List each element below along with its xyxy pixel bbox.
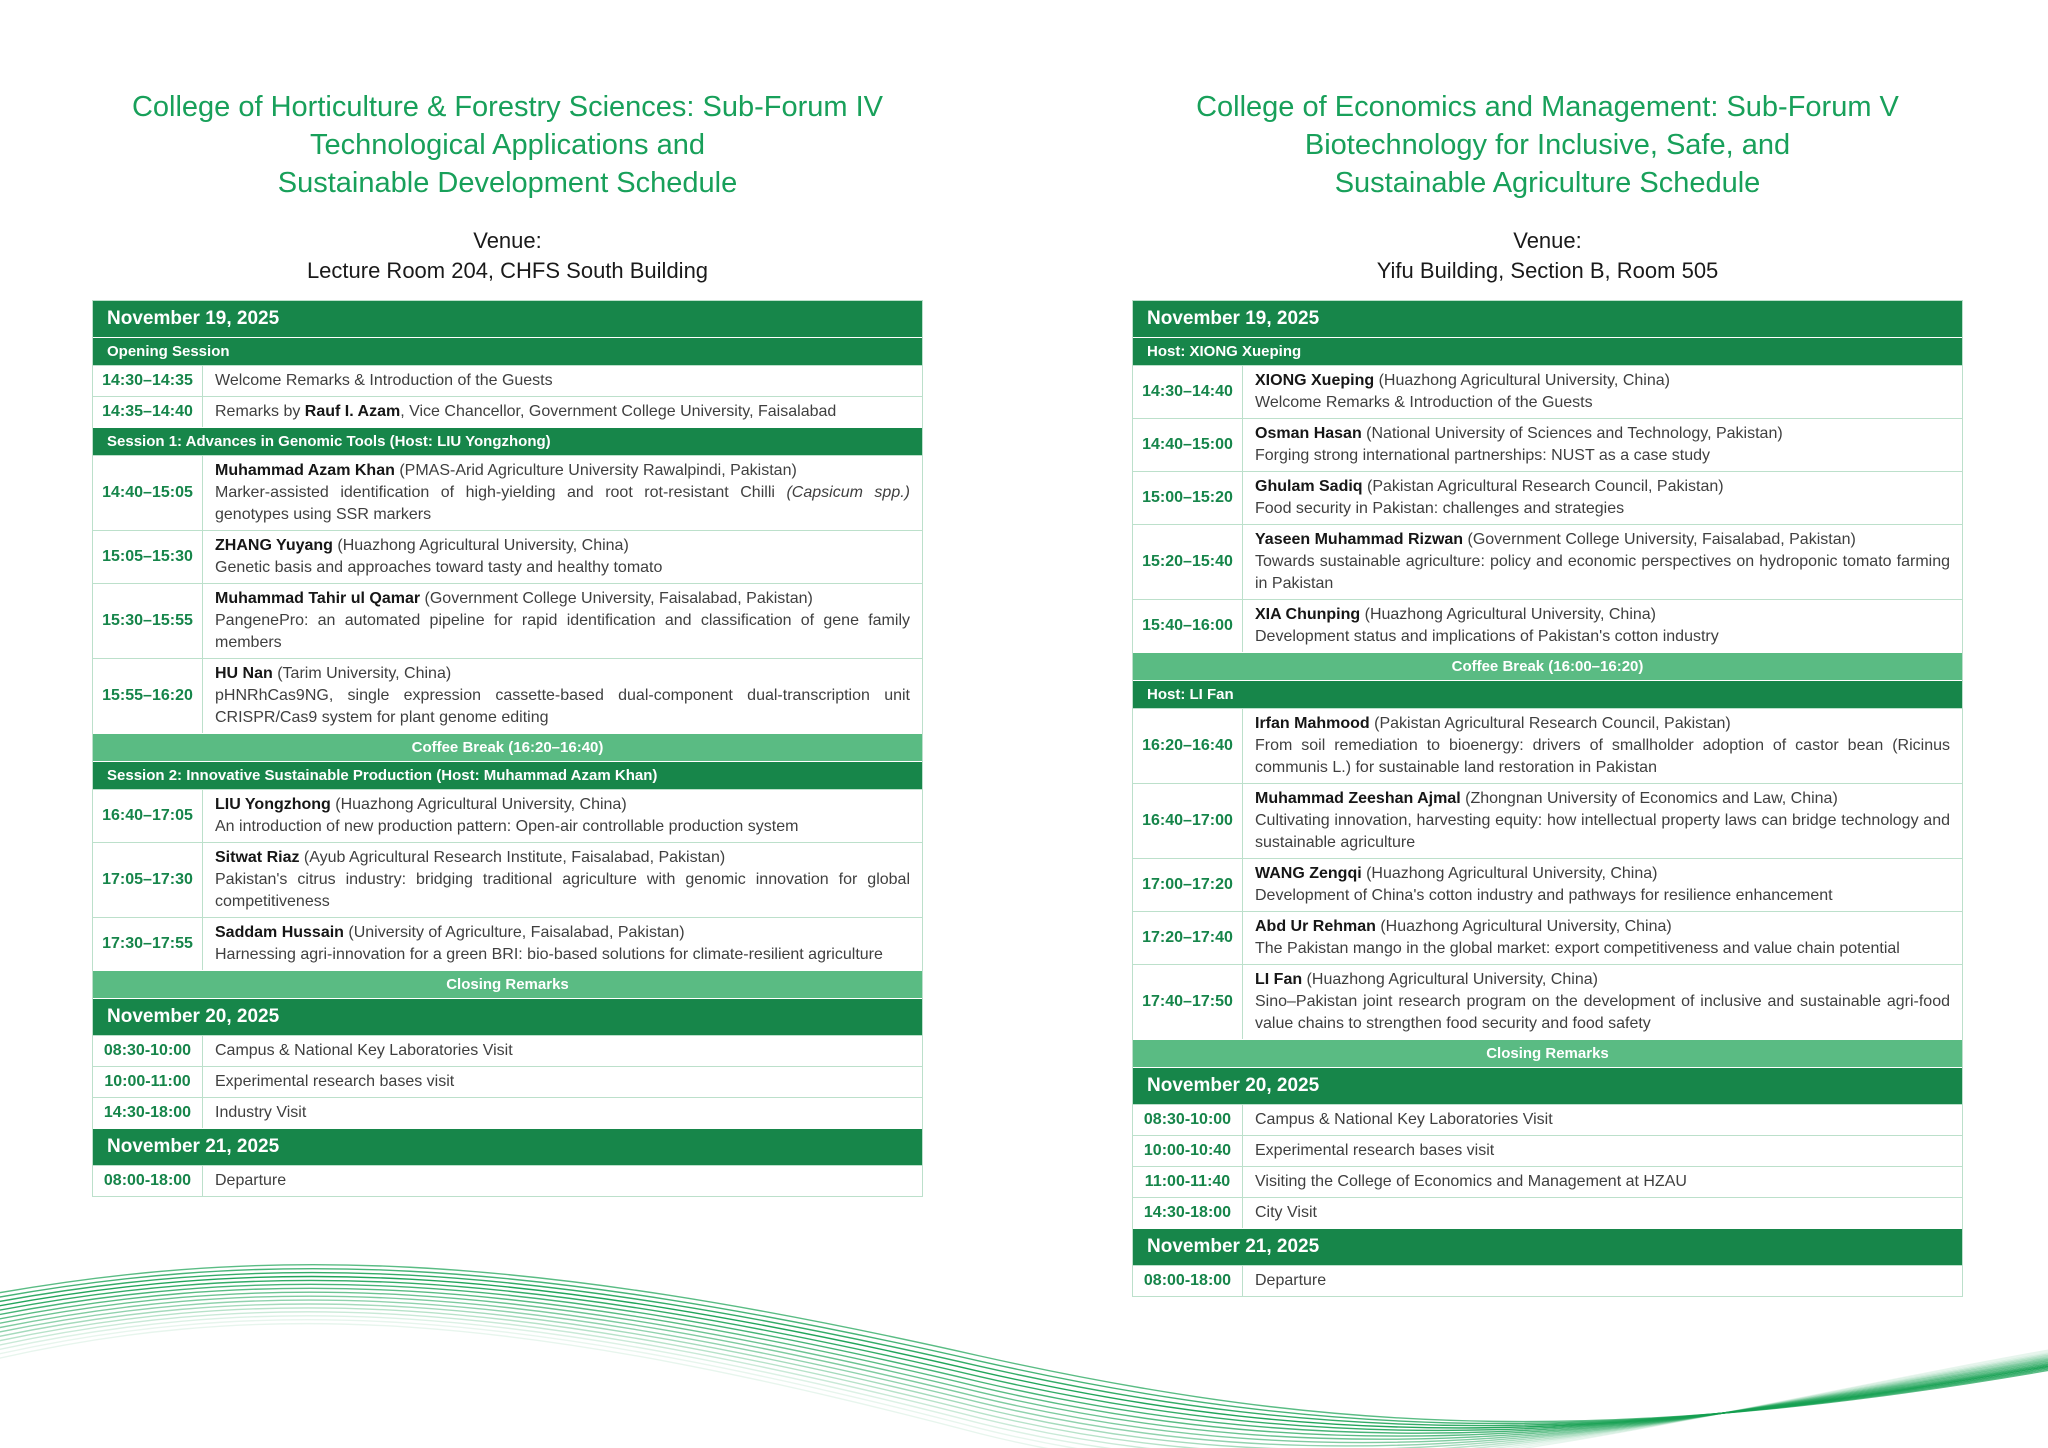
session-header-row (1133, 680, 1962, 708)
schedule-item-row (1133, 1166, 1962, 1197)
schedule-item-row (93, 455, 922, 530)
speaker-line: Ghulam Sadiq (Pakistan Agricultural Research Council, Pakistan) (1255, 478, 1724, 495)
talk-cell (1243, 1167, 1962, 1197)
row-label: Host: LI Fan (1147, 686, 1234, 703)
talk-cell (1243, 366, 1962, 418)
row-label: November 20, 2025 (1147, 1075, 1320, 1096)
schedule-item-row (1133, 1197, 1962, 1228)
session-header-row (1133, 337, 1962, 365)
talk-cell (203, 531, 922, 583)
speaker-line: Yaseen Muhammad Rizwan (Government College University, Faisalabad, Pakistan) (1255, 531, 1856, 548)
schedule-item-row (1133, 418, 1962, 471)
date-header-row (1133, 1067, 1962, 1104)
row-label: Opening Session (107, 343, 230, 360)
title-line: College of Horticulture & Forestry Sciences: Sub-Forum IV (131, 91, 884, 123)
title-line: Sustainable Agriculture Schedule (1334, 167, 1761, 199)
time-cell: 15:40–16:00 (1133, 600, 1243, 652)
time-cell: 14:40–15:05 (93, 456, 203, 530)
time-cell: 17:30–17:55 (93, 918, 203, 970)
row-label: Closing Remarks (1486, 1045, 1609, 1062)
talk-cell (203, 397, 922, 427)
time-cell: 14:30-18:00 (1133, 1198, 1243, 1228)
talk-line: Cultivating innovation, harvesting equity: how intellectual property laws can bridge technology and sustainable agriculture (1255, 812, 1950, 851)
venue-name: Yifu Building, Section B, Room 505 (1376, 258, 1719, 283)
talk-cell (203, 918, 922, 970)
break-band-row (93, 970, 922, 998)
talk-cell (203, 1036, 922, 1066)
break-band-row (93, 733, 922, 761)
talk-line: The Pakistan mango in the global market: export competitiveness and value chain potential (1255, 940, 1900, 957)
talk-cell (203, 1067, 922, 1097)
schedule-item-row (93, 583, 922, 658)
schedule-item-row (1133, 911, 1962, 964)
row-label: Coffee Break (16:20–16:40) (411, 739, 604, 756)
row-label: November 19, 2025 (1147, 308, 1320, 329)
schedule-item-row (93, 1066, 922, 1097)
venue-name: Lecture Room 204, CHFS South Building (306, 258, 709, 283)
schedule-item-row (1133, 708, 1962, 783)
time-cell: 15:55–16:20 (93, 659, 203, 733)
time-cell: 14:40–15:00 (1133, 419, 1243, 471)
time-cell: 15:00–15:20 (1133, 472, 1243, 524)
time-cell: 16:40–17:05 (93, 790, 203, 842)
schedule-item-row (1133, 783, 1962, 858)
date-header-row (93, 1128, 922, 1165)
venue-label: Venue: (1513, 228, 1582, 253)
schedule-item-row (1133, 964, 1962, 1039)
talk-cell (1243, 525, 1962, 599)
schedule-item-row (1133, 858, 1962, 911)
talk-cell (203, 366, 922, 396)
talk-line: Marker-assisted identification of high-yielding and root rot-resistant Chilli (Capsicum spp.) genotypes using SSR markers (215, 484, 910, 523)
talk-cell (1243, 912, 1962, 964)
venue-block (92, 226, 923, 286)
forum-right-column (1132, 88, 1963, 1297)
talk-line: Sino–Pakistan joint research program on the development of inclusive and sustainable agri-food value chains to strengthen food security and food safety (1255, 993, 1950, 1032)
talk-cell (203, 456, 922, 530)
speaker-line: LIU Yongzhong (Huazhong Agricultural University, China) (215, 796, 627, 813)
time-cell: 17:00–17:20 (1133, 859, 1243, 911)
time-cell: 14:35–14:40 (93, 397, 203, 427)
talk-cell (1243, 709, 1962, 783)
time-cell: 15:30–15:55 (93, 584, 203, 658)
row-label: Coffee Break (16:00–16:20) (1451, 658, 1644, 675)
talk-line: pHNRhCas9NG, single expression cassette-based dual-component dual-transcription unit CRISPR/Cas9 system for plant genome editing (215, 687, 910, 726)
talk-cell (1243, 1198, 1962, 1228)
schedule-item-row (1133, 1104, 1962, 1135)
time-cell: 16:40–17:00 (1133, 784, 1243, 858)
talk-cell (1243, 859, 1962, 911)
row-label: Session 1: Advances in Genomic Tools (Host: LIU Yongzhong) (107, 433, 551, 450)
schedule-table (92, 300, 923, 1197)
speaker-line: Sitwat Riaz (Ayub Agricultural Research Institute, Faisalabad, Pakistan) (215, 849, 726, 866)
venue-block (1132, 226, 1963, 286)
venue-label: Venue: (473, 228, 542, 253)
schedule-item-row (1133, 524, 1962, 599)
speaker-line: LI Fan (Huazhong Agricultural University, China) (1255, 971, 1598, 988)
date-header-row (1133, 301, 1962, 337)
row-label: November 19, 2025 (107, 308, 280, 329)
speaker-line: WANG Zengqi (Huazhong Agricultural University, China) (1255, 865, 1658, 882)
speaker-line: Muhammad Azam Khan (PMAS-Arid Agriculture University Rawalpindi, Pakistan) (215, 462, 797, 479)
session-header-row (93, 761, 922, 789)
schedule-item-row (93, 1097, 922, 1128)
schedule-item-row (1133, 471, 1962, 524)
time-cell: 14:30–14:40 (1133, 366, 1243, 418)
talk-cell (203, 843, 922, 917)
talk-line: PangenePro: an automated pipeline for rapid identification and classification of gene family members (215, 612, 910, 651)
talk-cell (203, 1166, 922, 1196)
talk-cell (1243, 784, 1962, 858)
schedule-item-row (93, 396, 922, 427)
time-cell: 08:00-18:00 (1133, 1266, 1243, 1296)
talk-line: Welcome Remarks & Introduction of the Guests (215, 372, 553, 389)
talk-line: Campus & National Key Laboratories Visit (215, 1042, 513, 1059)
speaker-line: XIONG Xueping (Huazhong Agricultural University, China) (1255, 372, 1670, 389)
row-label: Host: XIONG Xueping (1147, 343, 1302, 360)
schedule-item-row (93, 365, 922, 396)
schedule-item-row (93, 917, 922, 970)
talk-line: Industry Visit (215, 1104, 307, 1121)
speaker-line: ZHANG Yuyang (Huazhong Agricultural University, China) (215, 537, 629, 554)
row-label: Session 2: Innovative Sustainable Production (Host: Muhammad Azam Khan) (107, 767, 658, 784)
schedule-item-row (1133, 1265, 1962, 1296)
session-header-row (93, 337, 922, 365)
schedule-item-row (93, 658, 922, 733)
time-cell: 08:30-10:00 (93, 1036, 203, 1066)
title-line: College of Economics and Management: Sub-Forum V (1196, 91, 1899, 123)
break-band-row (1133, 652, 1962, 680)
title-line: Sustainable Development Schedule (277, 167, 738, 199)
time-cell: 10:00-10:40 (1133, 1136, 1243, 1166)
page-title (92, 88, 923, 202)
talk-line: Pakistan's citrus industry: bridging traditional agriculture with genomic innovation for global competitiveness (215, 871, 910, 910)
time-cell: 17:40–17:50 (1133, 965, 1243, 1039)
talk-cell (1243, 965, 1962, 1039)
speaker-line: HU Nan (Tarim University, China) (215, 665, 452, 682)
talk-cell (1243, 1105, 1962, 1135)
time-cell: 17:05–17:30 (93, 843, 203, 917)
talk-line: Remarks by Rauf I. Azam, Vice Chancellor, Government College University, Faisalabad (215, 403, 837, 420)
title-line: Technological Applications and (310, 129, 705, 161)
title-line: Biotechnology for Inclusive, Safe, and (1304, 129, 1791, 161)
talk-line: City Visit (1255, 1204, 1317, 1221)
time-cell: 10:00-11:00 (93, 1067, 203, 1097)
speaker-line: Muhammad Tahir ul Qamar (Government College University, Faisalabad, Pakistan) (215, 590, 813, 607)
date-header-row (93, 301, 922, 337)
time-cell: 14:30-18:00 (93, 1098, 203, 1128)
session-header-row (93, 427, 922, 455)
page-title (1132, 88, 1963, 202)
talk-cell (203, 659, 922, 733)
talk-cell (1243, 1136, 1962, 1166)
time-cell: 08:00-18:00 (93, 1166, 203, 1196)
talk-line: Visiting the College of Economics and Management at HZAU (1255, 1173, 1687, 1190)
forum-left-column (92, 88, 923, 1197)
talk-cell (1243, 472, 1962, 524)
time-cell: 14:30–14:35 (93, 366, 203, 396)
talk-line: Development status and implications of Pakistan's cotton industry (1255, 628, 1719, 645)
talk-line: Towards sustainable agriculture: policy and economic perspectives on hydroponic tomato farming in Pakistan (1255, 553, 1950, 592)
time-cell: 17:20–17:40 (1133, 912, 1243, 964)
time-cell: 11:00-11:40 (1133, 1167, 1243, 1197)
schedule-table (1132, 300, 1963, 1297)
talk-line: From soil remediation to bioenergy: drivers of smallholder adoption of castor bean (Ricinus communis L.) for sustainable land restoration in Pakistan (1255, 737, 1950, 776)
talk-line: Experimental research bases visit (1255, 1142, 1495, 1159)
talk-line: Campus & National Key Laboratories Visit (1255, 1111, 1553, 1128)
talk-line: Harnessing agri-innovation for a green BRI: bio-based solutions for climate-resilient agriculture (215, 946, 883, 963)
talk-line: Departure (1255, 1272, 1327, 1289)
time-cell: 16:20–16:40 (1133, 709, 1243, 783)
speaker-line: Irfan Mahmood (Pakistan Agricultural Research Council, Pakistan) (1255, 715, 1731, 732)
schedule-item-row (1133, 365, 1962, 418)
talk-cell (1243, 1266, 1962, 1296)
speaker-line: Osman Hasan (National University of Sciences and Technology, Pakistan) (1255, 425, 1783, 442)
talk-line: Food security in Pakistan: challenges and strategies (1255, 500, 1625, 517)
row-label: November 21, 2025 (107, 1136, 280, 1157)
schedule-item-row (93, 1035, 922, 1066)
talk-cell (1243, 419, 1962, 471)
speaker-line: Abd Ur Rehman (Huazhong Agricultural University, China) (1255, 918, 1672, 935)
speaker-line: Muhammad Zeeshan Ajmal (Zhongnan University of Economics and Law, China) (1255, 790, 1838, 807)
schedule-item-row (1133, 599, 1962, 652)
talk-cell (1243, 600, 1962, 652)
date-header-row (1133, 1228, 1962, 1265)
time-cell: 08:30-10:00 (1133, 1105, 1243, 1135)
time-cell: 15:20–15:40 (1133, 525, 1243, 599)
talk-line: An introduction of new production pattern: Open-air controllable production system (215, 818, 799, 835)
talk-cell (203, 790, 922, 842)
schedule-item-row (93, 530, 922, 583)
break-band-row (1133, 1039, 1962, 1067)
schedule-item-row (93, 842, 922, 917)
row-label: Closing Remarks (446, 976, 569, 993)
talk-line: Genetic basis and approaches toward tasty and healthy tomato (215, 559, 663, 576)
schedule-item-row (93, 789, 922, 842)
time-cell: 15:05–15:30 (93, 531, 203, 583)
schedule-item-row (93, 1165, 922, 1196)
date-header-row (93, 998, 922, 1035)
talk-line: Development of China's cotton industry and pathways for resilience enhancement (1255, 887, 1833, 904)
speaker-line: XIA Chunping (Huazhong Agricultural University, China) (1255, 606, 1656, 623)
talk-line: Departure (215, 1172, 287, 1189)
speaker-line: Saddam Hussain (University of Agriculture, Faisalabad, Pakistan) (215, 924, 685, 941)
talk-cell (203, 584, 922, 658)
row-label: November 20, 2025 (107, 1006, 280, 1027)
talk-cell (203, 1098, 922, 1128)
schedule-item-row (1133, 1135, 1962, 1166)
talk-line: Experimental research bases visit (215, 1073, 455, 1090)
talk-line: Welcome Remarks & Introduction of the Guests (1255, 394, 1593, 411)
row-label: November 21, 2025 (1147, 1236, 1320, 1257)
talk-line: Forging strong international partnerships: NUST as a case study (1255, 447, 1711, 464)
